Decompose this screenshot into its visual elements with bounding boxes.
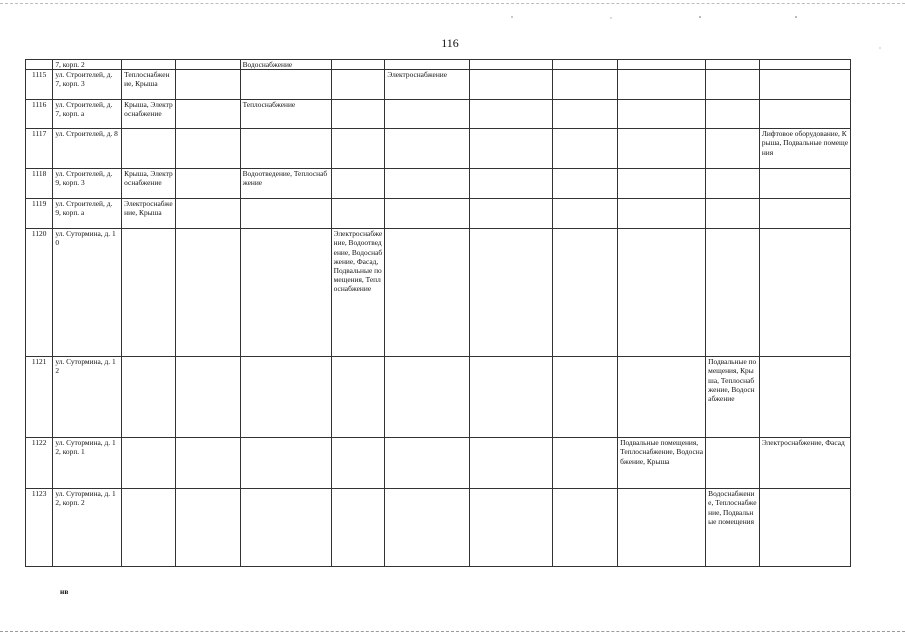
footer-mark: нв	[60, 587, 69, 596]
address-cell: ул. Строителей, д. 9, корп. а	[53, 199, 122, 229]
table-cell	[331, 129, 385, 169]
table-cell	[470, 129, 553, 169]
table-cell	[385, 229, 470, 357]
table-cell	[553, 60, 618, 70]
table-cell	[553, 70, 618, 100]
table-cell	[706, 438, 760, 489]
repair-schedule-table	[25, 59, 851, 567]
table-cell	[759, 229, 850, 357]
address-cell: ул. Сутормина, д. 12, корп. 1	[53, 438, 122, 489]
speck	[610, 17, 611, 18]
table-cell	[470, 199, 553, 229]
table-cell	[385, 100, 470, 129]
table-cell	[331, 70, 385, 100]
table-cell	[175, 489, 240, 567]
speck	[511, 16, 512, 17]
table-cell	[759, 357, 850, 438]
table-cell	[240, 438, 331, 489]
table-cell	[122, 438, 176, 489]
table-row	[26, 169, 851, 199]
address-cell: ул. Сутормина, д. 10	[53, 229, 122, 357]
table-cell: Подвальные помещения, Теплоснабжение, Водоснабжение, Крыша	[618, 438, 706, 489]
table-cell: Теплоснабжение	[240, 100, 331, 129]
table-cell	[385, 199, 470, 229]
table-cell	[553, 438, 618, 489]
row-number: 1119	[26, 199, 53, 229]
table-cell	[618, 357, 706, 438]
scan-edge-top	[0, 3, 905, 4]
speck	[699, 16, 701, 18]
table-row	[26, 489, 851, 567]
table-cell	[385, 60, 470, 70]
table-cell	[759, 60, 850, 70]
table-cell: Теплоснабжение, Крыша	[122, 70, 176, 100]
table-cell	[706, 229, 760, 357]
table-cell	[331, 489, 385, 567]
row-number: 1123	[26, 489, 53, 567]
row-number: 1122	[26, 438, 53, 489]
table-cell	[553, 199, 618, 229]
table-cell	[331, 60, 385, 70]
table-row	[26, 438, 851, 489]
address-cell: 7, корп. 2	[53, 60, 122, 70]
table-cell	[553, 229, 618, 357]
table-cell	[470, 229, 553, 357]
table-cell	[759, 100, 850, 129]
table-cell	[122, 229, 176, 357]
address-cell: ул. Строителей, д. 8	[53, 129, 122, 169]
table-cell	[331, 100, 385, 129]
table-cell	[122, 357, 176, 438]
page-number: 116	[441, 36, 459, 50]
table-cell	[175, 169, 240, 199]
table-cell	[175, 438, 240, 489]
table-row	[26, 357, 851, 438]
table-cell	[553, 489, 618, 567]
table-cell	[618, 229, 706, 357]
table-cell	[385, 489, 470, 567]
table-cell	[385, 438, 470, 489]
row-number: 1118	[26, 169, 53, 199]
table-cell: Электроснабжение	[385, 70, 470, 100]
table-cell	[706, 169, 760, 199]
table-row	[26, 129, 851, 169]
table-cell	[759, 199, 850, 229]
table-cell	[240, 129, 331, 169]
table-cell	[240, 489, 331, 567]
table-cell	[175, 70, 240, 100]
row-number: 1117	[26, 129, 53, 169]
table-cell	[175, 129, 240, 169]
table-cell	[240, 357, 331, 438]
table-cell	[175, 229, 240, 357]
table-cell	[175, 357, 240, 438]
row-number: 1115	[26, 70, 53, 100]
table-cell	[470, 100, 553, 129]
table-cell: Электроснабжение, Водоотведение, Водоснабжение, Фасад, Подвальные помещения, Теплоснабжение	[331, 229, 385, 357]
table-cell: Электроснабжение, Фасад	[759, 438, 850, 489]
table-cell	[759, 489, 850, 567]
table-cell	[706, 60, 760, 70]
table-cell	[385, 129, 470, 169]
table-cell	[470, 60, 553, 70]
table-row	[26, 70, 851, 100]
speck	[795, 16, 797, 18]
row-number: 1116	[26, 100, 53, 129]
table-cell	[706, 199, 760, 229]
table-cell	[618, 100, 706, 129]
table-cell: Крыша, Электроснабжение	[122, 100, 176, 129]
table-cell	[331, 438, 385, 489]
table-cell	[470, 438, 553, 489]
table-cell	[618, 129, 706, 169]
table-cell	[175, 199, 240, 229]
table-cell: Крыша, Электроснабжение	[122, 169, 176, 199]
table-cell	[553, 169, 618, 199]
table-row	[26, 100, 851, 129]
table-cell: Подвальные помещения, Крыша, Теплоснабжение, Водоснабжение	[706, 357, 760, 438]
table-cell	[331, 169, 385, 199]
table-cell	[175, 60, 240, 70]
table-cell	[553, 357, 618, 438]
table-cell	[470, 70, 553, 100]
table-cell	[240, 199, 331, 229]
table-cell	[706, 129, 760, 169]
table-cell	[618, 199, 706, 229]
table-cell	[553, 129, 618, 169]
table-cell: Электроснабжение, Крыша	[122, 199, 176, 229]
table-row	[26, 229, 851, 357]
table-cell	[240, 70, 331, 100]
table-cell	[331, 357, 385, 438]
table-cell	[759, 70, 850, 100]
table-cell	[175, 100, 240, 129]
table-cell	[122, 129, 176, 169]
table-cell: Лифтовое оборудование, Крыша, Подвальные помещения	[759, 129, 850, 169]
table-cell: Водоснабжение, Теплоснабжение, Подвальные помещения	[706, 489, 760, 567]
address-cell: ул. Строителей, д. 7, корп. а	[53, 100, 122, 129]
table-cell	[470, 357, 553, 438]
address-cell: ул. Сутормина, д. 12	[53, 357, 122, 438]
table-cell	[240, 229, 331, 357]
table-body	[26, 60, 851, 567]
address-cell: ул. Строителей, д. 7, корп. 3	[53, 70, 122, 100]
table-cell	[618, 489, 706, 567]
table-cell	[759, 169, 850, 199]
address-cell: ул. Сутормина, д. 12, корп. 2	[53, 489, 122, 567]
scan-edge-bottom	[0, 631, 905, 632]
table-row	[26, 199, 851, 229]
table-cell	[122, 489, 176, 567]
table-cell	[706, 70, 760, 100]
table-cell	[331, 199, 385, 229]
table-cell: Водоотведение, Теплоснабжение	[240, 169, 331, 199]
table-cell	[470, 489, 553, 567]
table-cell	[385, 169, 470, 199]
row-number	[26, 60, 53, 70]
row-number: 1120	[26, 229, 53, 357]
table-cell	[122, 60, 176, 70]
table-cell	[470, 169, 553, 199]
table-cell	[553, 100, 618, 129]
table-cell: Водоснабжение	[240, 60, 331, 70]
table-cell	[618, 60, 706, 70]
table-cell	[618, 70, 706, 100]
table-cell	[706, 100, 760, 129]
speck	[879, 47, 880, 48]
address-cell: ул. Строителей, д. 9, корп. 3	[53, 169, 122, 199]
row-number: 1121	[26, 357, 53, 438]
table-cell	[618, 169, 706, 199]
table-row	[26, 60, 851, 70]
table-cell	[385, 357, 470, 438]
